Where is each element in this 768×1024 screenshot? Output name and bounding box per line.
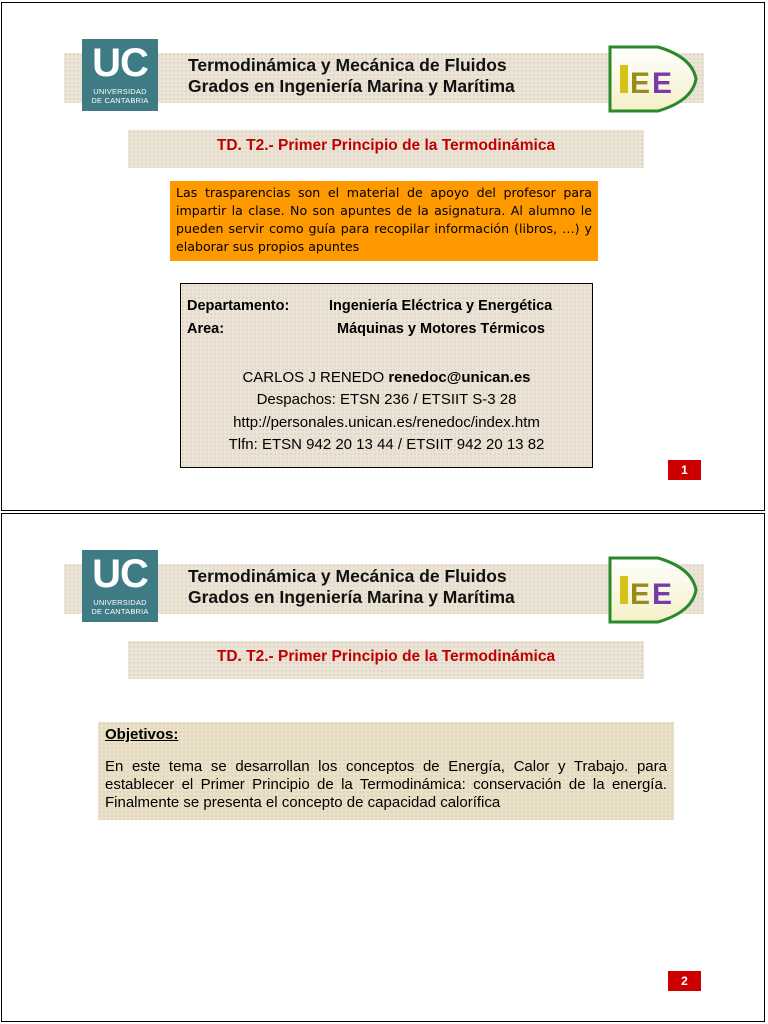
uc-logo-letters: UC [92,552,148,596]
contact-email[interactable]: renedoc@unican.es [388,369,531,386]
svg-text:E: E [652,67,673,100]
uc-logo-subtitle [82,598,158,616]
course-title-line2: Grados en Ingeniería Marina y Marítima [188,76,515,96]
offices: Despachos: ETSN 236 / ETSIIT S-3 28 [256,391,517,408]
uc-subtitle-line2: DE CANTABRIA [91,607,149,616]
page-number-badge: 1 [668,460,701,480]
uc-subtitle-line2: DE CANTABRIA [91,96,149,105]
department-label: Departamento: [187,298,290,314]
area-value: Máquinas y Motores Térmicos [337,321,545,337]
slide-subtitle: TD. T2.- Primer Principio de la Termodinámica [216,137,556,154]
slide-1 [1,2,765,511]
personal-url[interactable]: http://personales.unican.es/renedoc/index.htm [233,414,540,431]
contact-line [181,369,592,386]
course-title-line1: Termodinámica y Mecánica de Fluidos [188,566,507,586]
uc-subtitle-line1: UNIVERSIDAD [93,598,147,607]
course-title-line2: Grados en Ingeniería Marina y Marítima [188,587,515,607]
uc-logo [82,39,158,111]
uc-logo-subtitle [82,87,158,105]
course-title [188,566,608,608]
iee-logo [606,554,698,626]
objectives-heading: Objetivos: [105,726,179,743]
page-number-badge: 2 [668,971,701,991]
objectives-box [98,722,674,820]
department-value: Ingeniería Eléctrica y Energética [329,298,553,314]
iee-logo [606,43,698,115]
svg-text:E: E [630,67,651,100]
slide-subtitle: TD. T2.- Primer Principio de la Termodinámica [216,648,556,665]
area-label: Area: [187,321,225,337]
svg-text:E: E [630,578,651,611]
svg-text:E: E [652,578,673,611]
disclaimer-notice: Las trasparencias son el material de apoyo del profesor para impartir la clase. No son apuntes de la asignatura. Al alumno le pueden servir como guía para recopilar información (libros, …) y elaborar sus propios apuntes [170,181,598,261]
contact-name: CARLOS J RENEDO [242,369,385,386]
course-title-line1: Termodinámica y Mecánica de Fluidos [188,55,507,75]
course-title [188,55,608,97]
uc-subtitle-line1: UNIVERSIDAD [93,87,147,96]
contact-info-box [180,283,593,468]
uc-logo-letters: UC [92,41,148,85]
slide-2 [1,513,765,1022]
phone: Tlfn: ETSN 942 20 13 44 / ETSIIT 942 20 13 82 [228,436,545,453]
objectives-text: En este tema se desarrollan los conceptos de Energía, Calor y Trabajo. para establecer el Primer Principio de la Termodinámica: conservación de la energía. Finalmente se presenta el concepto de capacidad calorífica [105,758,667,811]
uc-logo [82,550,158,622]
